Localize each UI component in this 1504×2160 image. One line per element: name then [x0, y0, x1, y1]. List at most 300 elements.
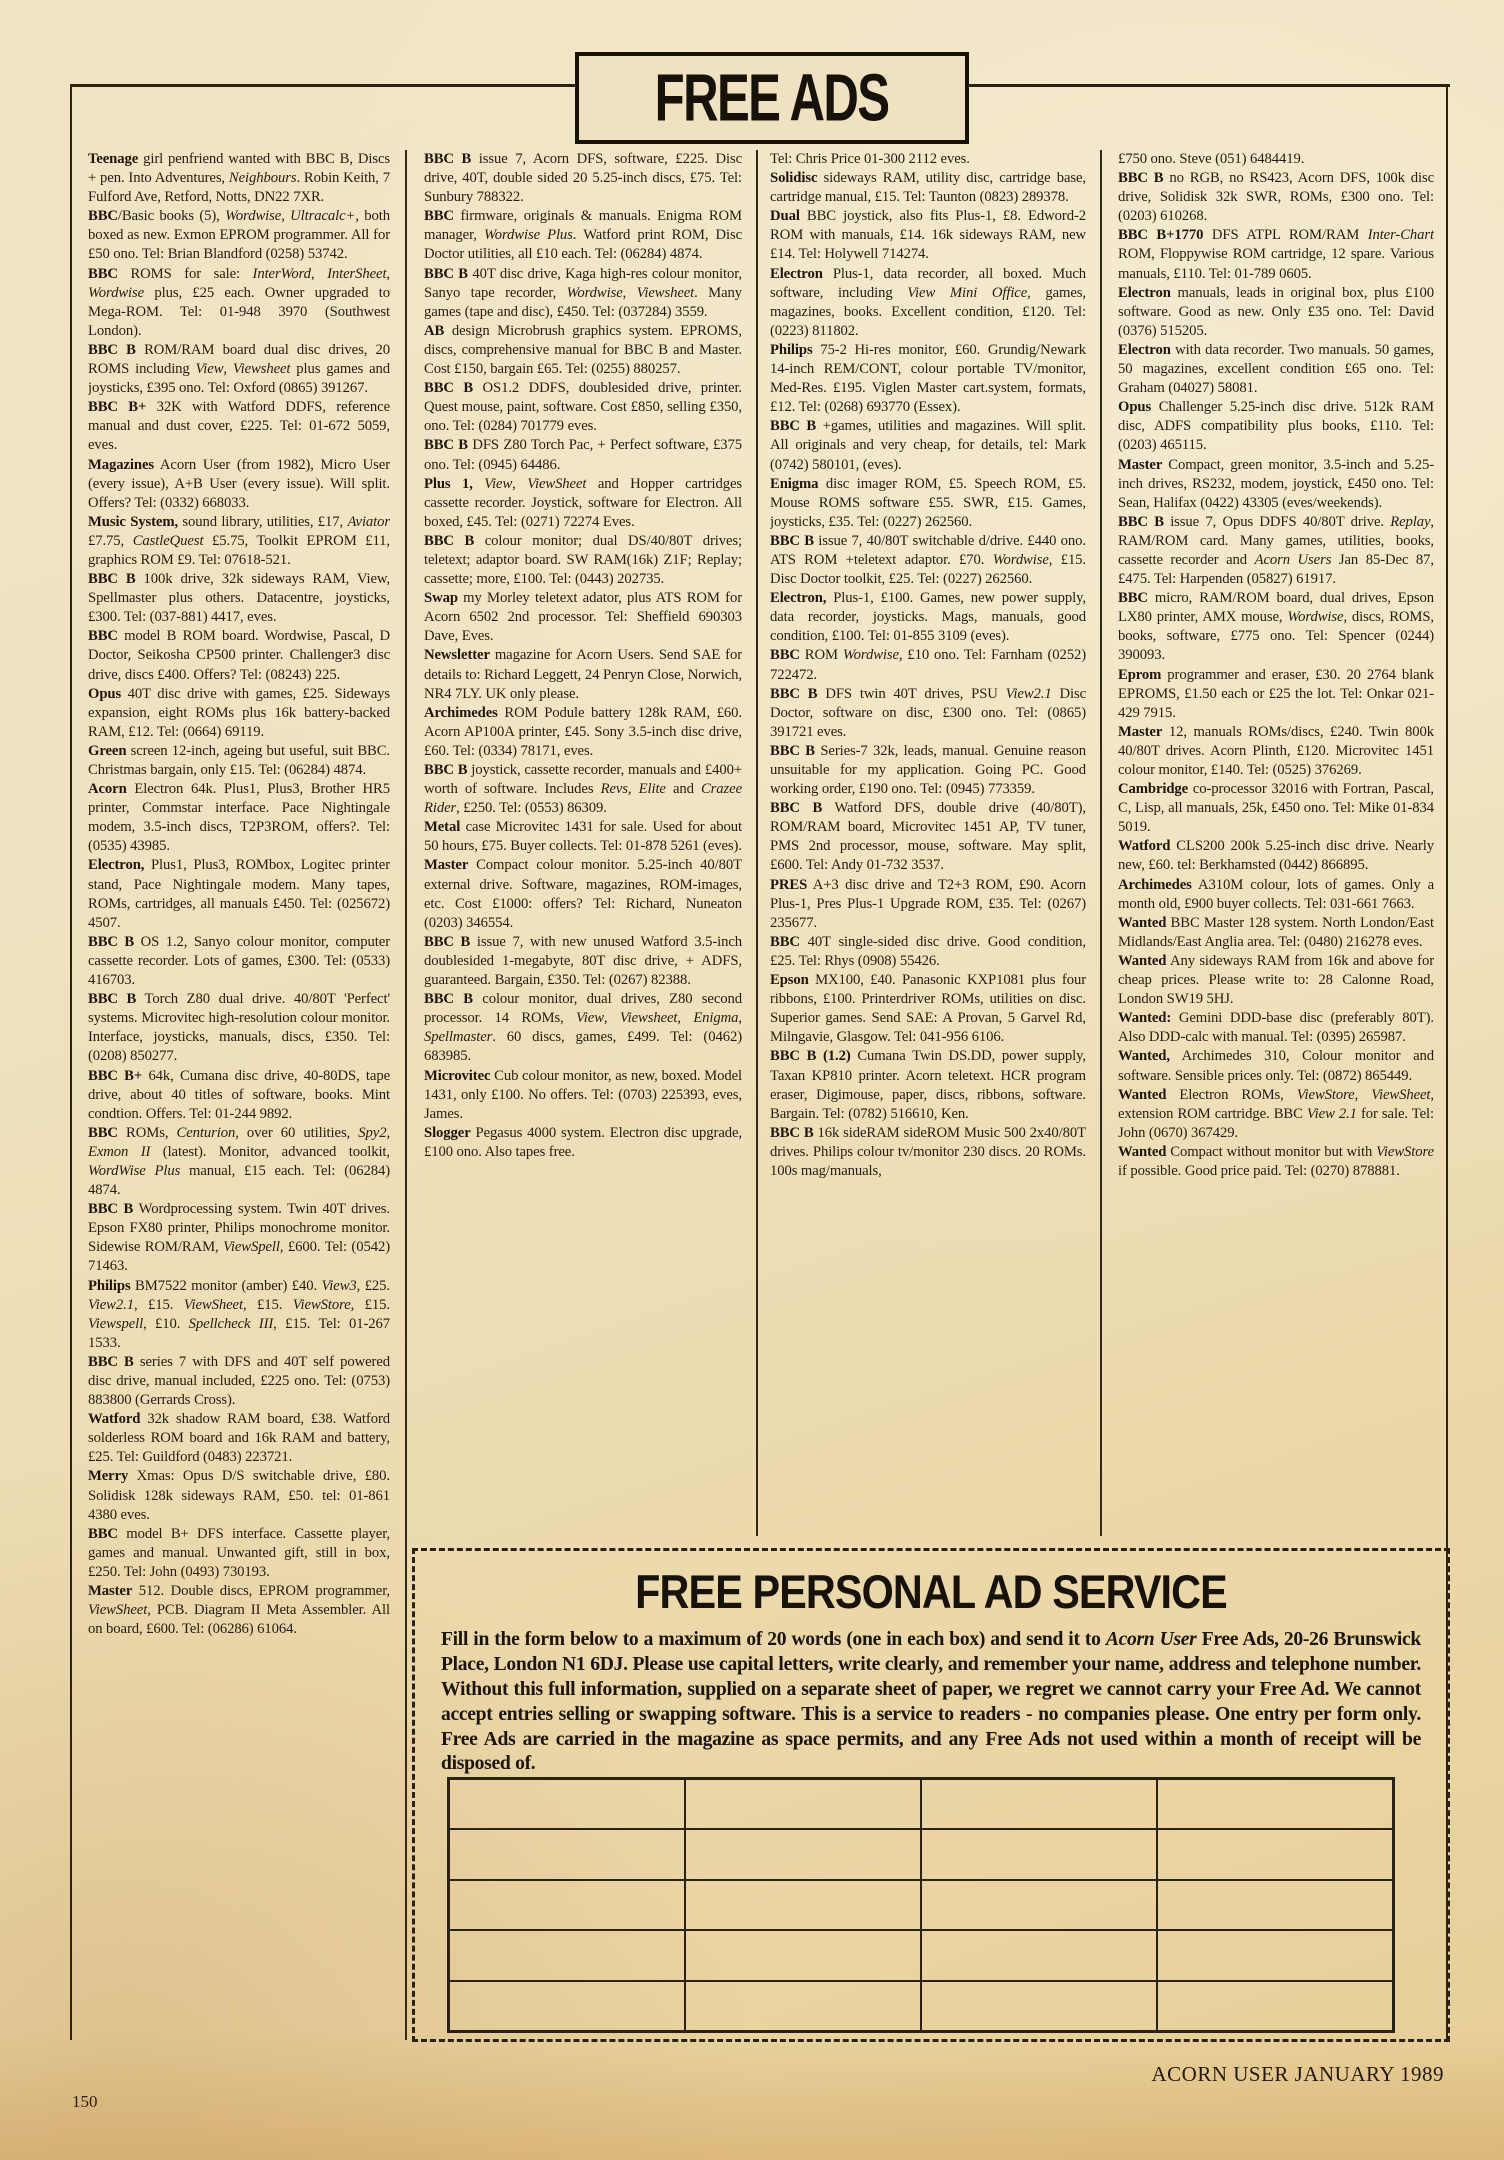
- ad-entry: [1118, 169, 1434, 226]
- ad-entry: [770, 933, 1086, 971]
- ad-text-italic: View2.1: [88, 1296, 134, 1313]
- ads-column-1: [88, 150, 390, 2042]
- ad-text-italic: Wordwise: [566, 284, 623, 301]
- ad-service-instructions: [441, 1628, 1421, 1777]
- ad-text-italic: View2.1: [1005, 685, 1052, 702]
- ad-entry: [88, 856, 390, 932]
- ad-text-italic: View: [484, 475, 513, 492]
- ad-lead: Archimedes: [1118, 876, 1192, 893]
- ad-text: design Microbrush graphics system. EPROMS, discs, comprehensive manual for BBC B and Master. Cost £150, bargain £65. Tel: (0255) 880257.: [424, 322, 742, 378]
- ad-text: , £10 ono. Tel: Farnham (0252) 722472.: [770, 647, 1086, 683]
- ad-lead: Eprom: [1118, 666, 1162, 683]
- ad-text: OS 1.2, Sanyo colour monitor, computer cassette recorder. Lots of games, £300. Tel: (0533) 416703.: [88, 933, 390, 989]
- ad-text-italic: View Mini Office: [907, 284, 1028, 301]
- ad-lead: Electron,: [770, 590, 827, 607]
- ad-entry: [770, 265, 1086, 341]
- ad-text: ,: [281, 208, 291, 225]
- ad-text: Electron 64k. Plus1, Plus3, Brother HR5 printer, Commstar interface. Pace Nightingale modem, 3.5-inch discs, T2P3ROM, offers?. Tel: (0535) 43985.: [88, 781, 390, 855]
- ad-entry: [424, 207, 742, 264]
- ad-form-cell: [449, 1880, 685, 1930]
- ad-text: Any sideways RAM from 16k and above for cheap prices. Please write to: 28 Calonne Road, London SW19 5HJ.: [1118, 952, 1434, 1008]
- ad-text: A310M colour, lots of games. Only a month old, £900 buyer collects. Tel: 031-661 7663.: [1118, 876, 1434, 912]
- ad-text: disc imager ROM, £5. Speech ROM, £5. Mouse ROMS software £55. SWR, £15. Games, joysticks, £35. Tel: (0227) 262560.: [770, 475, 1086, 530]
- ad-text: MX100, £40. Panasonic KXP1081 plus four ribbons, £100. Printerdriver ROMs, utilities on disc. Superior games. Send SAE: A Provan, 5 Garvel Rd, Milngavie, Glasgow. Tel: 041-956 6106.: [770, 972, 1086, 1046]
- ad-text: model B+ DFS interface. Cassette player, games and manual. Unwanted gift, still in box, £250. Tel: John (0493) 730193.: [88, 1525, 390, 1580]
- ad-text-italic: Crazee Rider: [424, 781, 742, 817]
- ad-text: Compact, green monitor, 3.5-inch and 5.25-inch drives, RS232, modem, joystick, £450 ono. Tel: Sean, Halifax (0422) 43305 (eves/weekends).: [1118, 456, 1434, 511]
- column-divider-2: [756, 150, 758, 1536]
- ad-text: and Hopper cartridges cassette recorder. Joystick, software for Electron. All boxed, £45. Tel: (0271) 72274 Eves.: [424, 475, 742, 530]
- ad-text: if possible. Good price paid. Tel: (0270) 878881.: [1118, 1162, 1400, 1179]
- ad-entry: [424, 704, 742, 761]
- ad-lead: Metal: [424, 819, 461, 836]
- ad-entry: [770, 169, 1086, 207]
- ad-text: ROM Podule battery 128k RAM, £60. Acorn AP100A printer, £45. Sony 3.5-inch disc drive, £60. Tel: (0334) 78171, eves.: [424, 704, 742, 759]
- ad-entry: [1118, 780, 1434, 837]
- ad-text: programmer and eraser, £30. 20 2764 blank EPROMS, £1.50 each or £25 the lot. Tel: Onkar 021-429 7915.: [1118, 666, 1434, 721]
- ad-text-italic: Inter-Chart: [1367, 227, 1434, 244]
- ad-lead: Opus: [1118, 399, 1152, 416]
- ad-text-italic: ViewStore: [1376, 1143, 1434, 1160]
- ad-lead: Watford: [88, 1411, 141, 1428]
- ad-lead: BBC B: [424, 991, 473, 1008]
- ad-lead: Microvitec: [424, 1067, 491, 1084]
- ad-entry: [1118, 723, 1434, 780]
- ad-text-italic: Spy2: [358, 1124, 387, 1141]
- page-number: 150: [72, 2092, 98, 2111]
- ad-text: ,: [386, 1124, 390, 1141]
- ad-text: , £250. Tel: (0553) 86309.: [456, 800, 607, 817]
- ad-entry: [770, 685, 1086, 742]
- footer-magazine-title: ACORN USER JANUARY 1989: [1151, 2062, 1444, 2086]
- ad-entry: [1118, 341, 1434, 398]
- ad-text: Gemini DDD-base disc (preferably 80T). Also DDD-calc with manual. Tel: (0395) 265987.: [1118, 1010, 1434, 1046]
- ad-text: , £15.: [350, 1296, 390, 1313]
- ad-lead: BBC B: [1118, 170, 1164, 187]
- ad-text-italic: Wordwise: [225, 208, 282, 225]
- ad-text: Cumana Twin DS.DD, power supply, Taxan KP810 printer. Acorn teletext. HCR program eraser, Digimouse, paper, discs, ribbons, software. Bargain. Tel: (0782) 516610, Ken.: [770, 1048, 1086, 1122]
- ad-text: , £10.: [143, 1315, 189, 1332]
- ad-text-italic: ViewSheet: [88, 1602, 148, 1619]
- ad-text: my Morley teletext adator, plus ATS ROM for Acorn 6502 2nd processor. Tel: Sheffield 690303 Dave, Eves.: [424, 590, 742, 645]
- ad-text-italic: Wordwise: [1287, 609, 1344, 626]
- ad-entry: [88, 1200, 390, 1276]
- ad-lead: BBC B: [88, 933, 135, 950]
- ad-lead: Epson: [770, 972, 809, 989]
- ad-lead: BBC: [770, 933, 800, 950]
- ad-lead: Wanted,: [1118, 1048, 1170, 1065]
- ad-lead: Cambridge: [1118, 781, 1189, 798]
- ad-entry: [770, 341, 1086, 417]
- ad-lead: BBC: [424, 208, 454, 225]
- ads-column-2: [424, 150, 742, 1538]
- ad-text: for sale. Tel: John (0670) 367429.: [1118, 1105, 1434, 1141]
- ad-text: , £600. Tel: (0542) 71463.: [88, 1239, 390, 1275]
- ad-text: . Many games (tape and disc), £450. Tel: (037284) 3559.: [424, 284, 742, 320]
- ad-lead: BBC B: [424, 151, 472, 167]
- ad-text: joystick, cassette recorder, manuals and £400+ worth of software. Includes: [424, 762, 742, 798]
- ad-text: , £15.: [242, 1296, 293, 1313]
- ad-lead: Philips: [88, 1277, 131, 1294]
- ad-text: BBC Master 128 system. North London/East Midlands/East Anglia area. Tel: (0480) 216278 eves.: [1118, 914, 1434, 950]
- ad-entry: [88, 207, 390, 264]
- ad-text: 100k drive, 32k sideways RAM, View, Spellmaster plus others. Datacentre, joysticks, £300. Tel: (037-881) 4417, eves.: [88, 571, 390, 626]
- ad-entry: [424, 761, 742, 818]
- ad-lead: BBC B: [770, 800, 823, 817]
- ad-text-italic: ViewSpell: [223, 1239, 280, 1256]
- ad-lead: BBC: [770, 647, 800, 664]
- ad-text: . 60 discs, games, £499. Tel: (0462) 683985.: [424, 1029, 742, 1065]
- ad-form-cell: [685, 1829, 921, 1879]
- ad-text: Jan 85-Dec 87, £475. Tel: Harpenden (05827) 61917.: [1118, 551, 1434, 588]
- ad-text-italic: Viewsheet: [619, 1010, 678, 1027]
- ad-entry: [424, 646, 742, 703]
- ad-text: OS1.2 DDFS, doublesided drive, printer. Quest mouse, paint, software. Cost £850, selling £350, ono. Tel: (0284) 701779 eves.: [424, 380, 742, 435]
- ad-text-italic: InterSheet: [327, 265, 387, 282]
- ad-text: (latest). Monitor, advanced toolkit,: [150, 1143, 390, 1160]
- ad-entry: [88, 627, 390, 684]
- ad-text: micro, RAM/ROM board, dual drives, Epson LX80 printer, AMX mouse,: [1118, 590, 1434, 626]
- ad-lead: Philips: [770, 341, 813, 358]
- ad-lead: Dual: [770, 208, 800, 225]
- ad-lead: BBC B: [424, 380, 474, 397]
- ad-text: and: [665, 781, 701, 798]
- ad-text-italic: Wordwise: [88, 284, 145, 301]
- ad-form-cell: [1157, 1880, 1393, 1930]
- ad-lead: BBC B: [88, 341, 136, 358]
- ad-entry: [424, 150, 742, 207]
- ad-entry: [424, 475, 742, 532]
- ad-text-italic: View 2.1: [1306, 1105, 1357, 1122]
- ad-form-cell: [685, 1880, 921, 1930]
- ad-text: case Microvitec 1431 for sale. Used for about 50 hours, £75. Buyer collects. Tel: 01-878 5261 (eves).: [424, 819, 742, 855]
- ad-text-italic: View: [195, 361, 224, 378]
- ad-text: DFS twin 40T drives, PSU: [817, 685, 1006, 702]
- ad-text: Pegasus 4000 system. Electron disc upgrade, £100 ono. Also tapes free.: [424, 1124, 742, 1160]
- ad-lead: Master: [424, 857, 469, 874]
- ad-text: BM7522 monitor (amber) £40.: [130, 1277, 322, 1294]
- ad-text: 64k, Cumana disc drive, 40-80DS, tape drive, about 40 titles of software, books. Mint condtion. Offers. Tel: 01-244 9892.: [88, 1067, 390, 1122]
- ad-entry: [1118, 226, 1434, 283]
- ad-text: , £15. Disc Doctor toolkit, £25. Tel: (0227) 262560.: [770, 551, 1086, 588]
- ad-lead: Green: [88, 742, 127, 759]
- ad-text: Disc Doctor, software on disc, £300 ono. Tel: (0865) 391721 eves.: [770, 685, 1086, 740]
- ad-lead: Watford: [1118, 838, 1171, 855]
- ad-form-cell: [449, 1829, 685, 1879]
- ad-service-title: FREE PERSONAL AD SERVICE: [635, 1565, 1227, 1618]
- ad-lead: Wanted:: [1118, 1010, 1172, 1027]
- ad-text: model B ROM board. Wordwise, Pascal, D Doctor, Seikosha CP500 printer. Challenger3 disc drive, discs £400. Offers? Tel: (08243) 225.: [88, 628, 390, 683]
- ad-text-italic: Wordwise: [842, 647, 899, 664]
- ad-form-cell: [1157, 1779, 1393, 1829]
- ad-text: 32K with Watford DDFS, reference manual and dust cover, £225. Tel: 01-672 5059, eves.: [88, 399, 390, 454]
- ad-text: , £15. Tel: 01-267 1533.: [88, 1315, 390, 1351]
- ad-entry: [88, 570, 390, 627]
- ad-text: colour monitor, dual drives, Z80 second processor. 14 ROMs,: [424, 991, 742, 1027]
- ad-text: . Robin Keith, 7 Fulford Ave, Retford, Notts, DN22 7XR.: [88, 170, 390, 206]
- ad-text: Free Ads, 20-26 Brunswick Place, London N1 6DJ. Please use capital letters, write clearly, and remember your name, address and telephone number. Without this full information, supplied on a separate sheet of paper, we regret we cannot carry your Free Ad. We cannot accept entries selling or swapping software. This is a service to readers - no companies please. One entry per form only. Free Ads are carried in the magazine as space permits, and any Free Ads not used within a month of receipt will be disposed of.: [441, 1629, 1421, 1775]
- ad-text: Fill in the form below to a maximum of 20 words (one in each box) and send it to: [441, 1629, 1106, 1651]
- ad-text: co-processor 32016 with Fortran, Pascal, C, Lisp, all manuals, 25k, £450 ono. Tel: Mike 01-834 5019.: [1118, 781, 1434, 836]
- ad-text: Compact without monitor but with: [1166, 1143, 1377, 1160]
- ad-text: £5.75, Toolkit EPROM £11, graphics ROM £9. Tel: 07618-521.: [88, 532, 390, 568]
- ad-lead: BBC: [1118, 590, 1148, 607]
- ad-text: sound library, utilities, £17,: [178, 513, 348, 530]
- ad-text-italic: ViewSheet: [527, 475, 587, 492]
- ad-text-italic: InterWord: [252, 265, 311, 282]
- ad-lead: Wanted: [1118, 914, 1167, 931]
- ad-lead: BBC B: [770, 532, 814, 549]
- ad-text-italic: Enigma: [693, 1010, 739, 1027]
- ad-text-italic: Spellmaster: [424, 1029, 493, 1046]
- ad-text: Challenger 5.25-inch disc drive. 512k RAM disc, ADFS compatibility plus books, £110. Tel: (0203) 465115.: [1118, 399, 1434, 454]
- ad-text: 16k sideRAM sideROM Music 500 2x40/80T drives. Philips colour tv/monitor 230 discs. 20 ROMs. 100s mag/manuals,: [770, 1124, 1086, 1179]
- ad-lead: Music System,: [88, 513, 179, 530]
- ad-lead: Electron: [1118, 284, 1171, 301]
- ad-text: Archimedes 310, Colour monitor and software. Sensible prices only. Tel: (0872) 865449.: [1118, 1048, 1434, 1084]
- ad-text: , £25.: [356, 1277, 390, 1294]
- ad-text: . Watford print ROM, Disc Doctor utilities, all £10 each. Tel: (06284) 4874.: [424, 227, 742, 263]
- ad-text: colour monitor; dual DS/40/80T drives; teletext; adaptor board. SW RAM(16k) Z1F; Replay; cassette; more, £100. Tel: (0443) 202735.: [424, 532, 742, 588]
- ad-text: , extension ROM cartridge. BBC: [1118, 1086, 1434, 1122]
- ad-form-cell: [921, 1829, 1157, 1879]
- ad-entry: [1118, 150, 1434, 169]
- ad-entry: [770, 799, 1086, 875]
- ad-entry: [424, 265, 742, 322]
- ad-lead: BBC B: [424, 933, 471, 950]
- ad-text-italic: ViewSheet: [183, 1296, 243, 1313]
- ad-text: 40T single-sided disc drive. Good condition, £25. Tel: Rhys (0908) 55426.: [770, 933, 1086, 969]
- ad-text: 32k shadow RAM board, £38. Watford solderless ROM board and 16k RAM and battery, £25. Tel: Guildford (0483) 223721.: [88, 1411, 390, 1466]
- ad-lead: Master: [1118, 456, 1163, 473]
- ad-entry: [88, 685, 390, 742]
- ad-lead: BBC B: [770, 418, 817, 435]
- ad-entry: [1118, 952, 1434, 1009]
- ad-lead: Wanted: [1118, 1143, 1167, 1160]
- ad-text: 75-2 Hi-res monitor, £60. Grundig/Newark 14-inch REM/CONT, colour portable TV/monitor, Med-Res. £195. Viglen Master cart.system, formats, £12. Tel: (0268) 693770 (Essex).: [770, 341, 1086, 416]
- ad-text: manuals, leads in original box, plus £100 software. Good as new. Only £35 ono. Tel: David (0376) 515205.: [1118, 284, 1434, 339]
- ad-entry: [1118, 914, 1434, 952]
- ad-entry: [1118, 876, 1434, 914]
- ad-form-cell: [1157, 1981, 1393, 2031]
- ad-text: , PCB. Diagram II Meta Assembler. All on board, £600. Tel: (06286) 61064.: [88, 1602, 390, 1638]
- ad-entry: [770, 207, 1086, 264]
- ad-entry: [1118, 837, 1434, 875]
- ad-form-cell: [921, 1981, 1157, 2031]
- ad-text-italic: Neighbours: [228, 170, 297, 187]
- ad-entry: [424, 322, 742, 379]
- ad-form-cell: [449, 1930, 685, 1980]
- ad-form-cell: [449, 1779, 685, 1829]
- ad-text: Watford DFS, double drive (40/80T), ROM/RAM board, Microvitec 1451 AP, TV tuner, PMS 2nd processor, mouse, software. May split, £600. Tel: Andy 01-732 3537.: [770, 800, 1086, 874]
- ad-entry: [88, 742, 390, 780]
- ad-text: ROM, Floppywise ROM cartridge, 12 spare. Various manuals, £110. Tel: 01-789 0605.: [1118, 246, 1434, 282]
- ad-lead: Slogger: [424, 1124, 471, 1141]
- ad-text: BBC joystick, also fits Plus-1, £8. Edword-2 ROM with manuals, £14. 16k sideways RAM, new £14. Tel: Holywell 714274.: [770, 208, 1086, 263]
- ad-lead: Electron: [1118, 341, 1171, 358]
- ad-text: plus games and joysticks, £395 ono. Tel: Oxford (0865) 391267.: [88, 361, 390, 397]
- page-frame-left-rule: [70, 84, 72, 2040]
- ad-entry: [1118, 284, 1434, 341]
- ad-text-italic: Aviator: [347, 513, 390, 530]
- ads-column-4: [1118, 150, 1434, 1538]
- ad-lead: BBC B: [424, 762, 468, 778]
- ad-lead: Opus: [88, 685, 122, 702]
- ad-lead: BBC B (1.2): [770, 1048, 851, 1065]
- ad-entry: [424, 589, 742, 646]
- ad-text: issue 7, 40/80T switchable d/drive. £440 ono. ATS ROM +teletext adaptor. £70.: [770, 532, 1086, 568]
- ad-entry: [88, 1582, 390, 1639]
- ad-lead: BBC B: [424, 437, 468, 454]
- ad-lead: BBC B: [424, 532, 475, 549]
- ad-lead: BBC B: [770, 1124, 814, 1141]
- ad-entry: [88, 1525, 390, 1582]
- ad-entry: [424, 818, 742, 856]
- ad-text: ,: [622, 284, 637, 301]
- ads-column-3: [770, 150, 1086, 1538]
- ad-entry: [1118, 589, 1434, 665]
- ad-text: ROM: [799, 647, 843, 664]
- ad-entry: [88, 933, 390, 990]
- ad-text: ,: [223, 361, 233, 378]
- ad-text: manual, £15 each. Tel: (06284) 4874.: [88, 1162, 390, 1199]
- ad-entry: [1118, 513, 1434, 589]
- ad-text: , RAM/ROM card. Many games, utilities, books, cassette recorder and: [1118, 513, 1434, 568]
- ad-entry: [88, 990, 390, 1066]
- ad-lead: BBC B: [88, 991, 137, 1008]
- ad-text: sideways RAM, utility disc, cartridge base, cartridge manual, £15. Tel: Taunton (0823) 289378.: [770, 170, 1086, 206]
- ad-text-italic: Exmon II: [88, 1143, 151, 1160]
- ad-lead: Teenage: [88, 151, 139, 167]
- ad-text: ,: [1354, 1086, 1372, 1103]
- ad-lead: Master: [1118, 723, 1163, 740]
- ad-text-italic: Elite: [638, 781, 666, 798]
- ad-entry: [88, 265, 390, 341]
- ad-entry: [88, 150, 390, 207]
- ad-entry: [770, 876, 1086, 933]
- column-divider-1: [405, 150, 407, 2040]
- ad-text: Xmas: Opus D/S switchable drive, £80. Solidisk 128k sideways RAM, £50. tel: 01-861 4380 eves.: [88, 1468, 390, 1523]
- ad-text-italic: Viewspell: [88, 1315, 144, 1332]
- ad-form-cell: [921, 1880, 1157, 1930]
- ad-entry: [424, 1124, 742, 1162]
- ad-lead: BBC B+1770: [1118, 227, 1204, 244]
- ad-entry: [88, 513, 390, 570]
- ad-entry: [88, 1067, 390, 1124]
- ad-text-italic: Viewsheet: [232, 361, 291, 378]
- ad-text: 12, manuals ROMs/discs, £240. Twin 800k 40/80T drives. Acorn Plinth, £120. Microvitec 1451 colour monitor, £140. Tel: (0525) 376269.: [1118, 723, 1434, 778]
- ad-text-italic: Wordwise Plus: [483, 227, 573, 244]
- ad-text: ,: [738, 1010, 742, 1027]
- ad-lead: BBC B: [88, 1201, 134, 1218]
- ad-lead: Merry: [88, 1468, 129, 1485]
- ad-lead: BBC B: [770, 685, 818, 702]
- ad-entry: [1118, 456, 1434, 513]
- ad-lead: BBC: [88, 265, 118, 282]
- ad-lead: PRES: [770, 876, 808, 893]
- ad-entry: [770, 150, 1086, 169]
- ad-text: plus, £25 each. Owner upgraded to Mega-ROM. Tel: 01-948 3970 (Southwest London).: [88, 284, 390, 339]
- ad-form-cell: [1157, 1930, 1393, 1980]
- ad-text: Compact colour monitor. 5.25-inch 40/80T external drive. Software, magazines, ROM-images, etc. Cost £1000: offers? Tel: Richard, Nuneaton (0203) 346554.: [424, 857, 742, 931]
- ad-entry: [88, 398, 390, 455]
- ad-text-italic: Spellcheck III: [188, 1315, 274, 1332]
- ad-lead: BBC B: [88, 571, 136, 588]
- ad-lead: BBC: [88, 1124, 118, 1141]
- ad-text: 40T disc drive, Kaga high-res colour monitor, Sanyo tape recorder,: [424, 265, 742, 301]
- ad-text: , both boxed as new. Exmon EPROM programmer. All for £50 ono. Tel: Brian Blandford (0258) 53742.: [88, 208, 390, 263]
- ad-text: ,: [310, 265, 328, 282]
- ad-entry: [770, 1047, 1086, 1123]
- ad-text: ROMS for sale:: [117, 265, 253, 282]
- ad-text-italic: Viewsheet: [636, 284, 695, 301]
- ad-lead: Archimedes: [424, 704, 498, 721]
- ad-entry: [424, 933, 742, 990]
- ad-text: , games, magazines, books. Excellent condition, £120. Tel: (0223) 811802.: [770, 284, 1086, 339]
- ad-text: £7.75,: [88, 532, 133, 549]
- ad-text: ROMs,: [117, 1124, 177, 1141]
- ad-text: Cub colour monitor, as new, boxed. Model 1431, only £100. No offers. Tel: (0703) 225393, eves, James.: [424, 1067, 742, 1122]
- ad-text-italic: View: [576, 1010, 604, 1027]
- ad-entry: [424, 990, 742, 1066]
- ad-entry: [424, 436, 742, 474]
- ad-text-italic: ViewStore: [1296, 1086, 1355, 1103]
- ad-text: screen 12-inch, ageing but useful, suit BBC. Christmas bargain, only £15. Tel: (06284) 4874.: [88, 742, 390, 778]
- ad-text: £750 ono. Steve (051) 6484419.: [1118, 151, 1305, 167]
- ad-text-italic: Replay: [1390, 513, 1431, 530]
- ad-text-italic: Wordwise: [992, 551, 1049, 568]
- ad-text: Acorn User (from 1982), Micro User (every issue), A+B User (every issue). Will split. Offers? Tel: (0332) 668033.: [88, 456, 390, 511]
- ad-lead: Acorn: [88, 781, 127, 798]
- ad-form-grid: [447, 1777, 1395, 2033]
- ad-text: Tel: Chris Price 01-300 2112 eves.: [770, 151, 970, 167]
- ad-text: , over 60 utilities,: [235, 1124, 359, 1141]
- ad-entry: [770, 1124, 1086, 1181]
- ad-entry: [770, 417, 1086, 474]
- ad-text: series 7 with DFS and 40T self powered disc drive, manual included, £225 ono. Tel: (0753) 883800 (Gerrards Cross).: [88, 1353, 390, 1409]
- ad-form-cell: [921, 1930, 1157, 1980]
- ad-text: issue 7, Acorn DFS, software, £225. Disc drive, 40T, double sided 20 5.25-inch discs, £75. Tel: Sunbury 788322.: [424, 151, 742, 206]
- ad-entry: [770, 742, 1086, 799]
- ad-text: Series-7 32k, leads, manual. Genuine reason unsuitable for my application. Going PC. Good working order, £190 ono. Tel: (0945) 773359.: [770, 742, 1086, 798]
- ad-text: firmware, originals & manuals. Enigma ROM manager,: [424, 208, 742, 244]
- ad-text: +games, utilities and magazines. Will split. All originals and very cheap, for details, tel: Mark (0742) 580101, (eves).: [770, 418, 1086, 473]
- ad-text: ,: [386, 265, 390, 282]
- ad-lead: BBC B: [770, 742, 815, 759]
- ad-form-cell: [685, 1981, 921, 2031]
- ad-form-cell: [685, 1779, 921, 1829]
- ad-lead: Electron: [770, 265, 823, 282]
- ad-entry: [88, 1124, 390, 1200]
- ad-form-cell: [449, 1981, 685, 2031]
- ad-text: 40T disc drive with games, £25. Sideways expansion, eight ROMs plus 16k battery-backed RAM, £12. Tel: (0664) 69119.: [88, 685, 390, 740]
- ad-text: ROM/RAM board dual disc drives, 20 ROMS including: [88, 341, 390, 378]
- ad-entry: [424, 532, 742, 589]
- ad-lead: BBC: [88, 1525, 118, 1542]
- ad-form-cell: [921, 1779, 1157, 1829]
- ad-lead: Wanted: [1118, 1086, 1167, 1103]
- ad-lead: BBC B+: [88, 1067, 143, 1084]
- ad-text: DFS ATPL ROM/RAM: [1203, 227, 1368, 244]
- ad-text: DFS Z80 Torch Pac, + Perfect software, £375 ono. Tel: (0945) 64486.: [424, 437, 742, 473]
- ad-text: issue 7, with new unused Watford 3.5-inch doublesided 1-megabyte, 80T disc drive, + ADFS, guaranteed. Bargain, £350. Tel: (0267) 82388.: [424, 933, 742, 989]
- ad-entry: [1118, 1086, 1434, 1143]
- ad-lead: Electron,: [88, 857, 145, 874]
- ad-entry: [424, 1067, 742, 1124]
- ad-lead: BBC B: [424, 265, 468, 282]
- ad-text: ,: [627, 781, 639, 798]
- ad-text-italic: Acorn User: [1105, 1629, 1197, 1651]
